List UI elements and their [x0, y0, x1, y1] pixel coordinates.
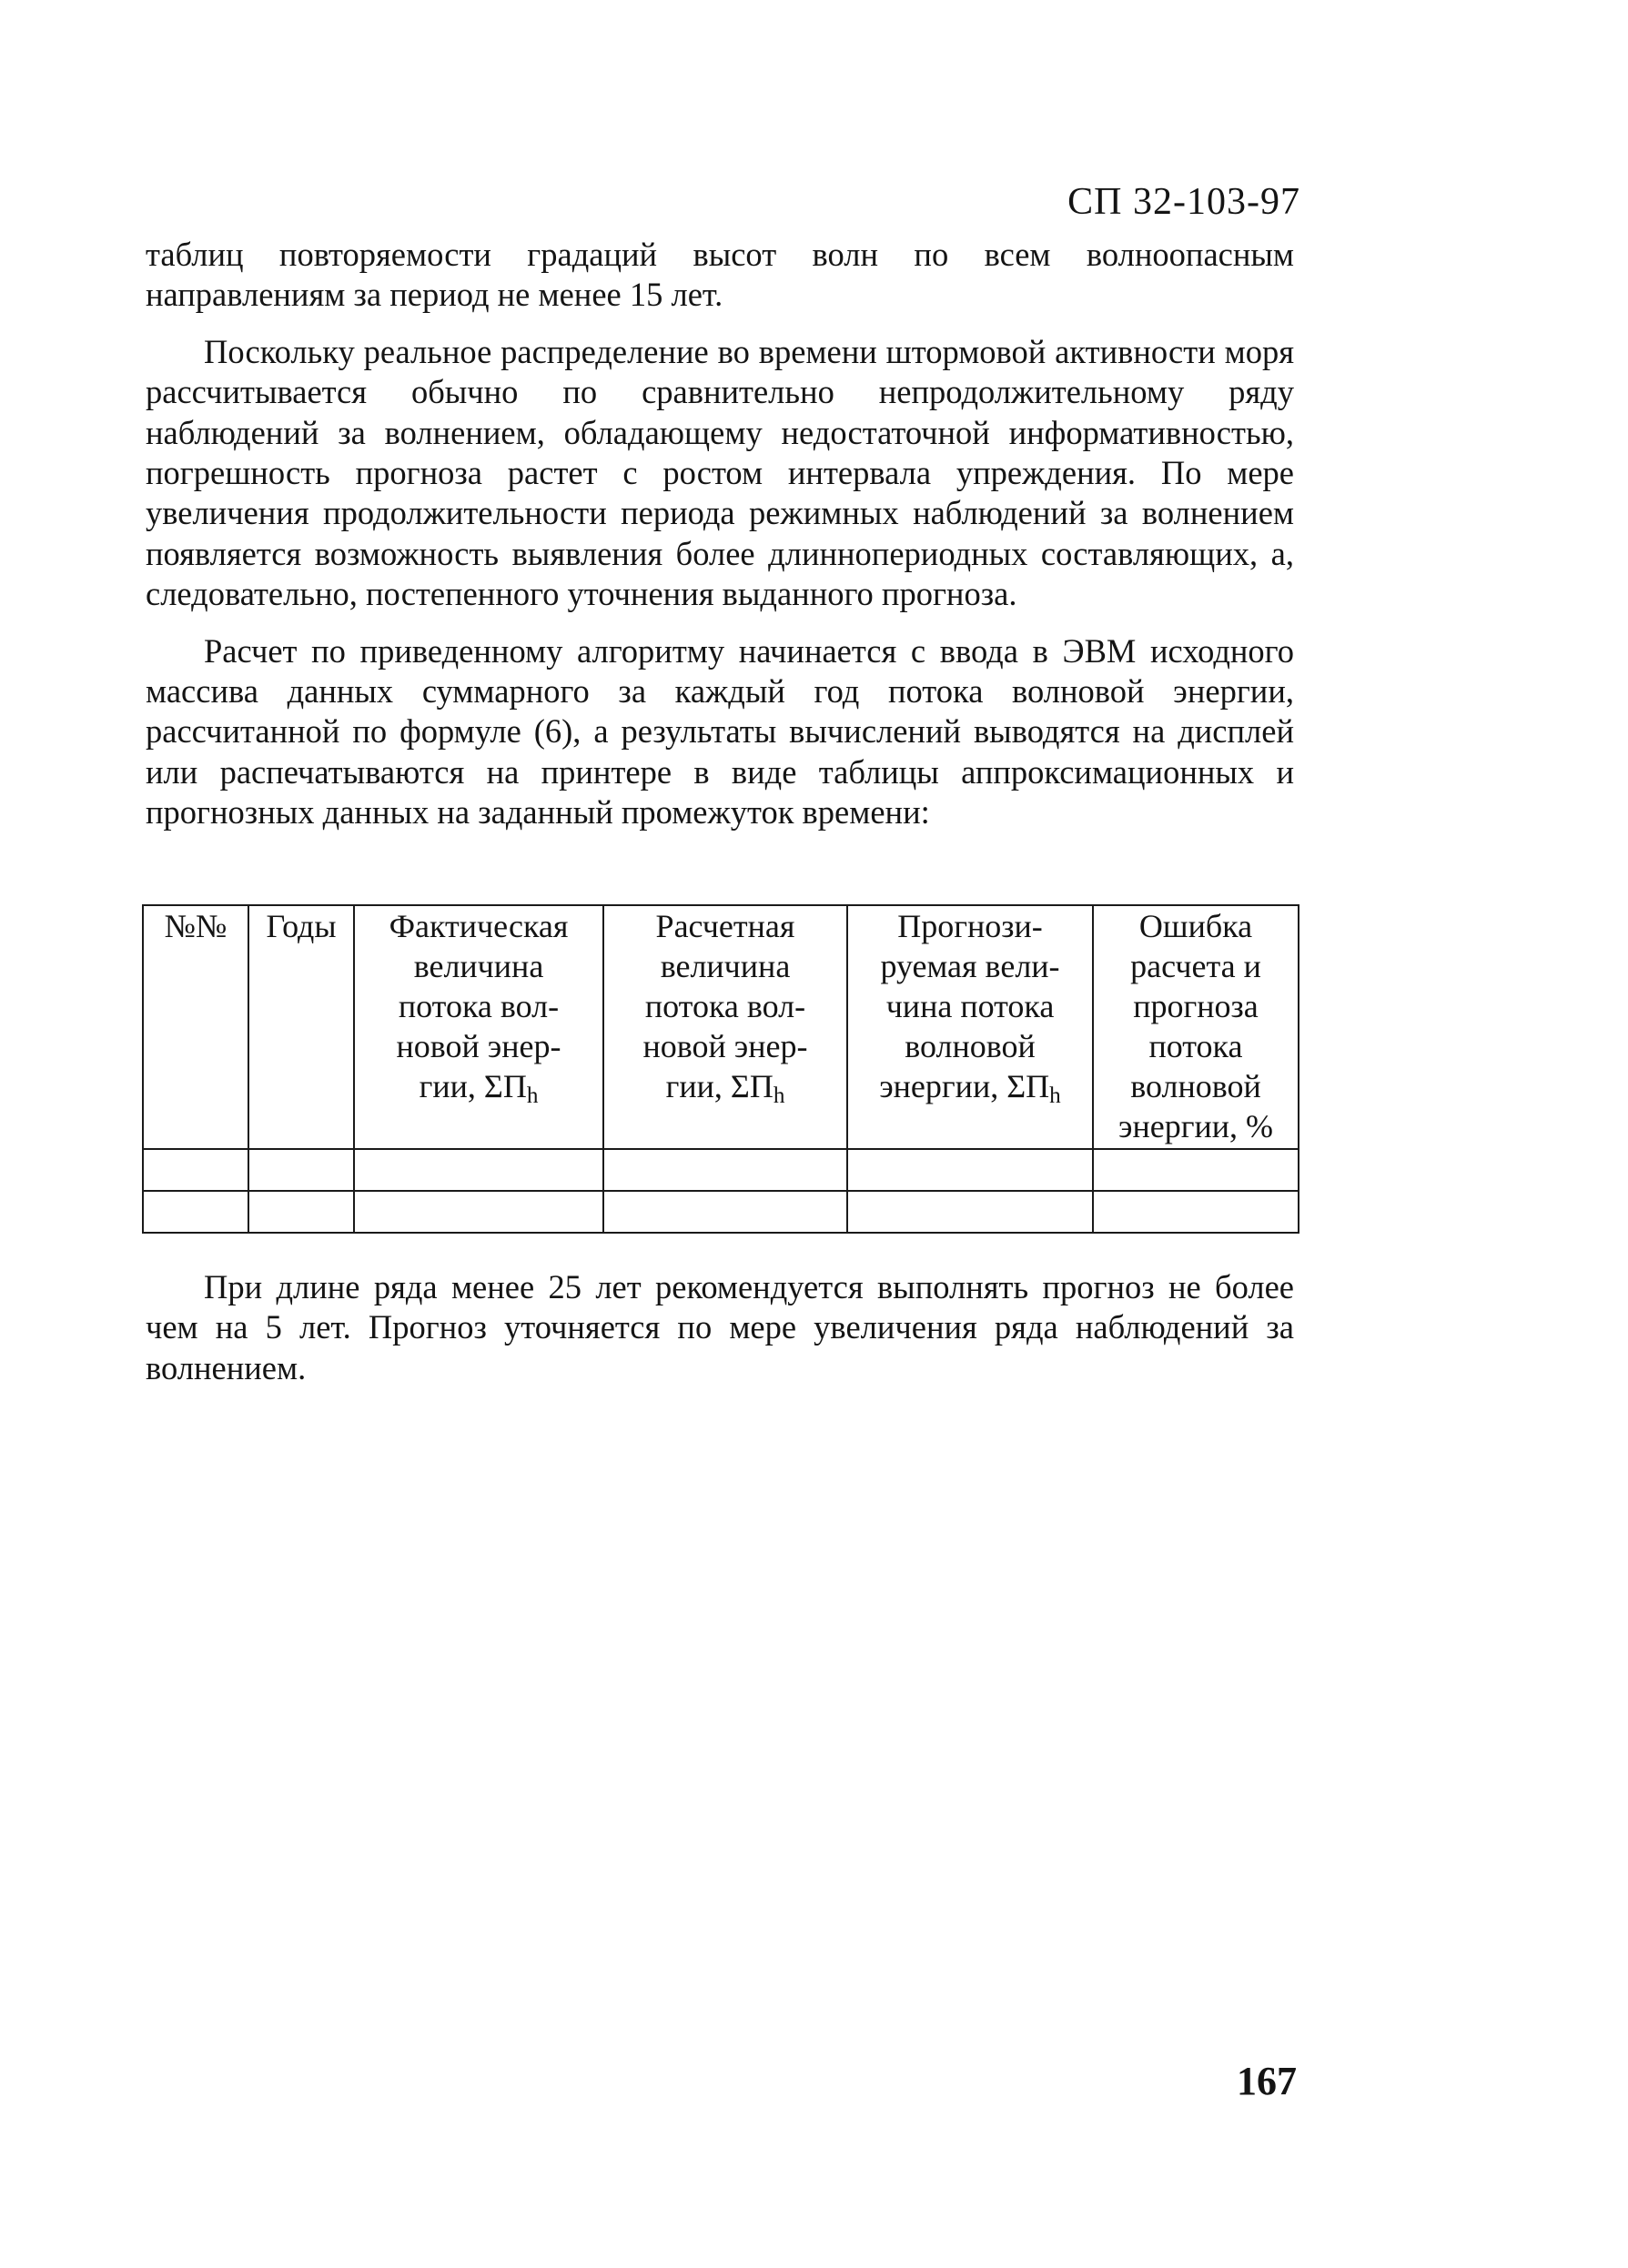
page-number: 167 — [1237, 2059, 1297, 2103]
closing-text — [146, 1267, 1294, 1388]
column-header-actual-flow: Фактическая величина потока вол- новой энер- гии, $\Sigma П_h$ — [354, 905, 603, 1149]
table-cell — [143, 1191, 248, 1233]
table-cell — [248, 1149, 354, 1191]
table-row — [143, 1149, 1299, 1191]
table-cell — [1093, 1149, 1299, 1191]
table-cell — [1093, 1191, 1299, 1233]
column-header-error: Ошибка расчета и прогноза потока волновой энергии, % — [1093, 905, 1299, 1149]
forecast-table-container — [142, 904, 1298, 1234]
table-cell — [603, 1191, 847, 1233]
paragraph-forecast-length: При длине ряда менее 25 лет рекомендуется выполнять прогноз не более чем на 5 лет. Прогноз уточняется по мере увеличения ряда наблюдений за волнением. — [146, 1268, 1294, 1386]
table-cell — [603, 1149, 847, 1191]
column-header-number: №№ — [143, 905, 248, 1149]
table-cell — [248, 1191, 354, 1233]
forecast-table — [142, 904, 1299, 1234]
table-cell — [143, 1149, 248, 1191]
column-header-calculated-flow: Расчетная величина потока вол- новой энер- гии, $\Sigma П_h$ — [603, 905, 847, 1149]
body-text — [146, 235, 1294, 850]
paragraph-continuation: таблиц повторяемости градаций высот волн по всем волноопасным направлениям за период не менее 15 лет. — [146, 236, 1294, 314]
table-cell — [354, 1149, 603, 1191]
table-cell — [847, 1191, 1093, 1233]
table-header-row — [143, 905, 1299, 1149]
table-cell — [847, 1149, 1093, 1191]
paragraph-forecast-accuracy: Поскольку реальное распределение во времени штормовой активности моря рассчитывается обычно по сравнительно непродолжительному ряду наблюдений за волнением, обладающему недостаточной информативностью, погрешность прогноза растет с ростом интервала упреждения. По мере увеличения продолжительности периода режимных наблюдений за волнением появляется возможность выявления более длиннопериодных составляющих, а, следовательно, постепенного уточнения выданного прогноза. — [146, 332, 1294, 613]
column-header-forecast-flow: Прогнози- руемая вели- чина потока волновой энергии, $\Sigma П_h$ — [847, 905, 1093, 1149]
table-cell — [354, 1191, 603, 1233]
paragraph-calculation-algorithm: Расчет по приведенному алгоритму начинается с ввода в ЭВМ исходного массива данных суммарного за каждый год потока волновой энергии, рассчитанной по формуле (6), а результаты вычислений выводятся на дисплей или распечатываются на принтере в виде таблицы аппроксимационных и прогнозных данных на заданный промежуток времени: — [146, 631, 1294, 832]
column-header-years: Годы — [248, 905, 354, 1149]
document-code-header: СП 32-103-97 — [1067, 181, 1300, 223]
table-row — [143, 1191, 1299, 1233]
